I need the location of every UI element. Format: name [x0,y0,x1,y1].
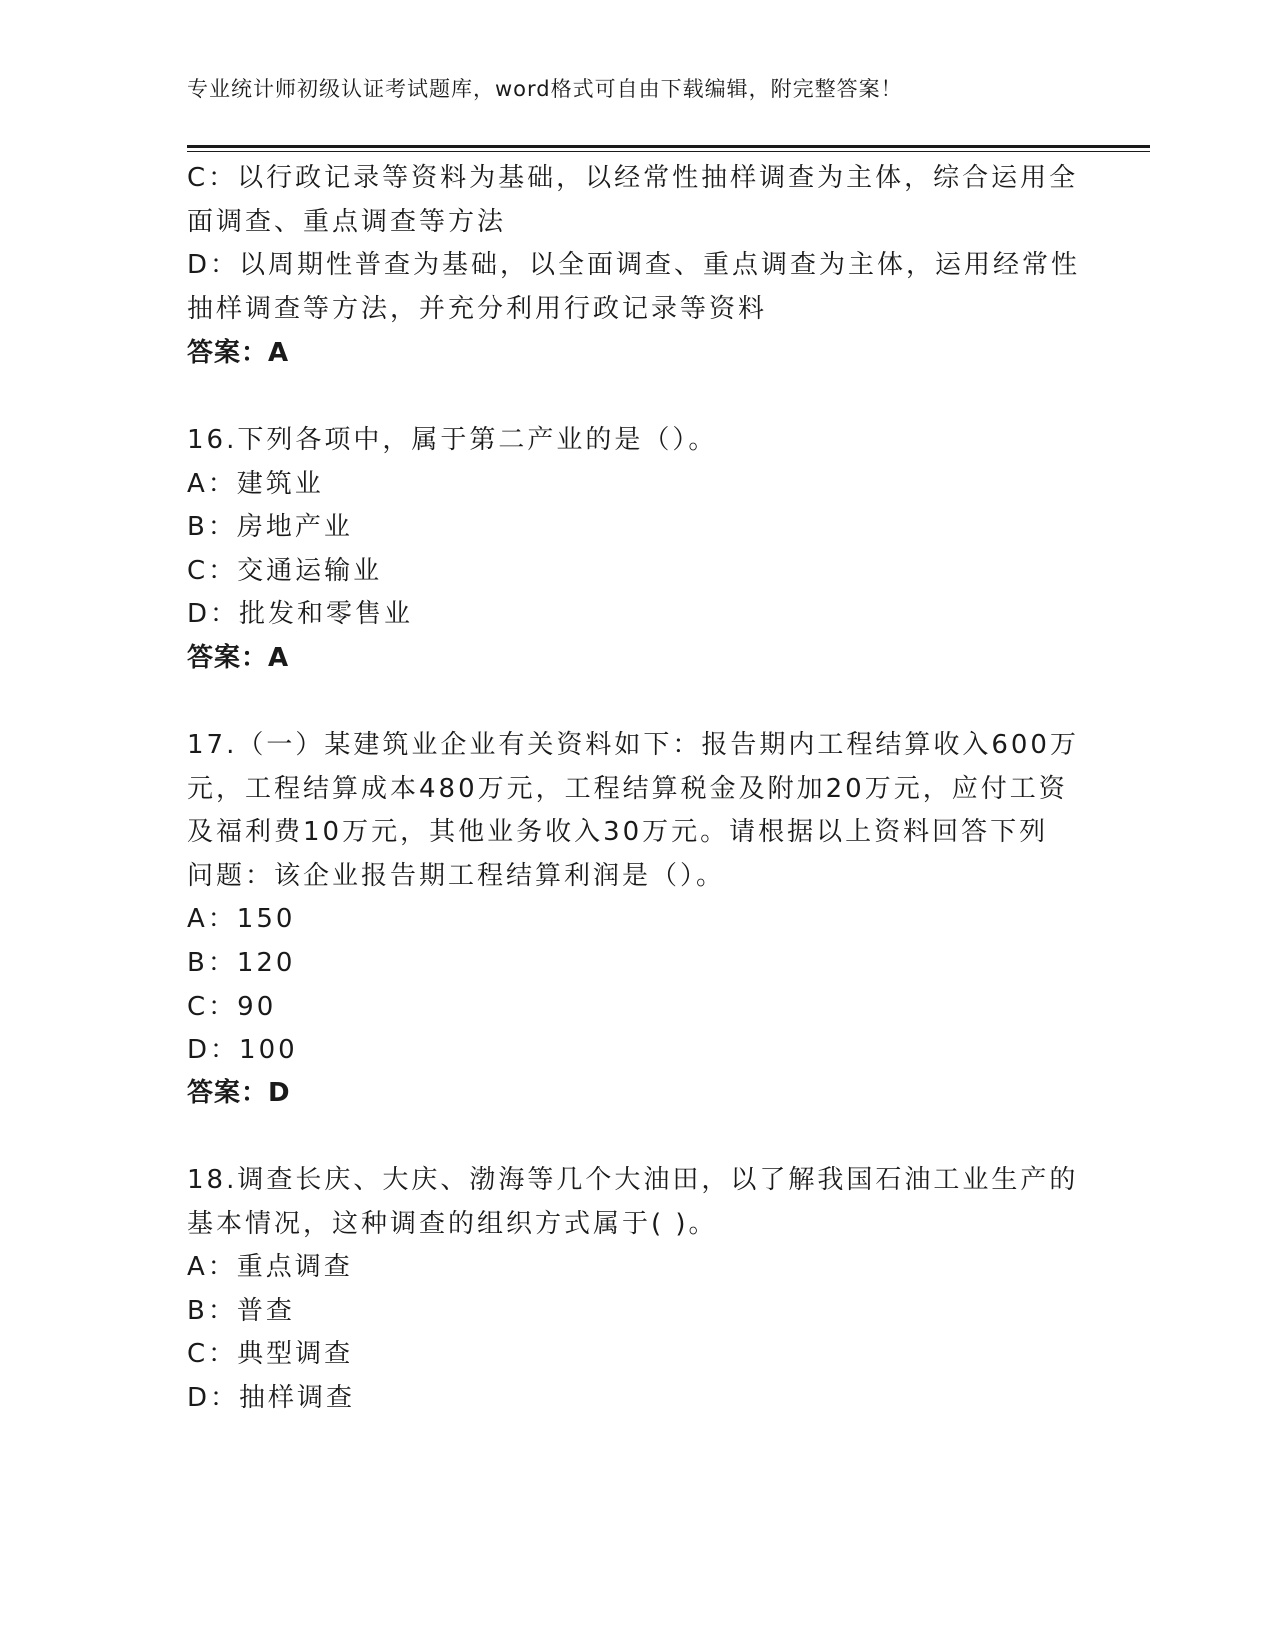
q18-option-c: C：典型调查 [187,1339,354,1369]
q18-stem-line2: 基本情况，这种调查的组织方式属于( )。 [187,1209,718,1239]
q15-option-c-line1: C：以行政记录等资料为基础，以经常性抽样调查为主体，综合运用全 [187,163,1079,193]
q17-stem-line2: 元，工程结算成本480万元，工程结算税金及附加20万元，应付工资 [187,774,1068,804]
q18-option-a: A：重点调查 [187,1252,353,1282]
q17-stem-line1: 17.（一）某建筑业企业有关资料如下：报告期内工程结算收入600万 [187,730,1079,760]
q17-stem-line3: 及福利费10万元，其他业务收入30万元。请根据以上资料回答下列 [187,817,1049,847]
q18-option-d: D：抽样调查 [187,1383,356,1413]
header-divider-thin [187,151,1150,152]
q15-option-d-line1: D：以周期性普查为基础，以全面调查、重点调查为主体，运用经常性 [187,250,1081,280]
q15-answer: 答案：A [187,338,290,368]
q17-option-d: D：100 [187,1035,298,1065]
q17-option-c: C：90 [187,992,277,1022]
q15-option-c-line2: 面调查、重点调查等方法 [187,207,507,237]
header-divider-thick [187,145,1150,148]
q17-answer: 答案：D [187,1078,291,1108]
q18-option-b: B：普查 [187,1296,295,1326]
q17-option-b: B：120 [187,948,296,978]
q16-option-a: A：建筑业 [187,469,324,499]
q17-option-a: A：150 [187,904,296,934]
q16-option-b: B：房地产业 [187,512,353,542]
page-header: 专业统计师初级认证考试题库，word格式可自由下载编辑，附完整答案！ [187,77,903,101]
q17-stem-line4: 问题：该企业报告期工程结算利润是（）。 [187,861,726,891]
q16-answer: 答案：A [187,643,290,673]
q15-option-d-line2: 抽样调查等方法，并充分利用行政记录等资料 [187,294,768,324]
q16-stem: 16.下列各项中，属于第二产业的是（）。 [187,425,718,455]
q16-option-d: D：批发和零售业 [187,599,414,629]
q18-stem-line1: 18.调查长庆、大庆、渤海等几个大油田，以了解我国石油工业生产的 [187,1165,1079,1195]
q16-option-c: C：交通运输业 [187,556,383,586]
